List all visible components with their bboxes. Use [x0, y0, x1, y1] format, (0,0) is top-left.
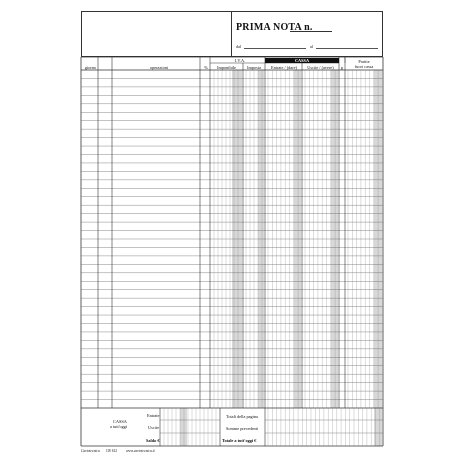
col-header-fuori-cassa: fuori cassa — [354, 64, 374, 69]
footer-totali-pagina-label: Totali della pagina — [226, 414, 258, 419]
page-title: PRIMA NOTA n. — [236, 22, 313, 33]
col-header-entrate: Entrate / (dare) — [270, 65, 297, 70]
website-text: www.cartotecnica.it — [126, 449, 155, 453]
col-header-percent: % — [204, 65, 208, 70]
col-header-imponibile: Imponibile — [217, 65, 236, 70]
footer-cassa-oggi-label: a tutt'oggi — [110, 424, 128, 429]
date-to-label: al — [310, 44, 314, 49]
footer-saldo-label: Saldo € — [146, 438, 160, 443]
brand-logo: Cartotecnica — [81, 449, 100, 453]
footer-totale-oggi-label: Totale a tutt'oggi € — [222, 438, 257, 443]
footer-cassa-label: CASSA — [113, 419, 127, 424]
col-header-uscite: Uscite / (avere) — [307, 65, 334, 70]
col-header-partite: Partite — [358, 59, 370, 64]
cassa-group-header: CASSA — [265, 58, 339, 63]
form-code: CR 612 — [106, 449, 118, 453]
footer-somme-precedenti-label: Somme precedenti — [226, 426, 259, 431]
footer-cents-shade-right — [374, 408, 382, 446]
date-from-label: dal — [236, 44, 242, 49]
col-header-giorno: giorno — [84, 65, 97, 70]
iva-group-header: I.V.A. — [234, 58, 246, 63]
footer-cents-shade-left — [180, 408, 187, 446]
col-header-g: g — [340, 65, 344, 70]
footer-entrate-label: Entrate — [147, 413, 160, 418]
col-header-imposta: Imposta — [247, 65, 261, 70]
footer-uscite-label: Uscite — [148, 425, 159, 430]
col-header-operazioni: operazioni — [149, 65, 169, 70]
